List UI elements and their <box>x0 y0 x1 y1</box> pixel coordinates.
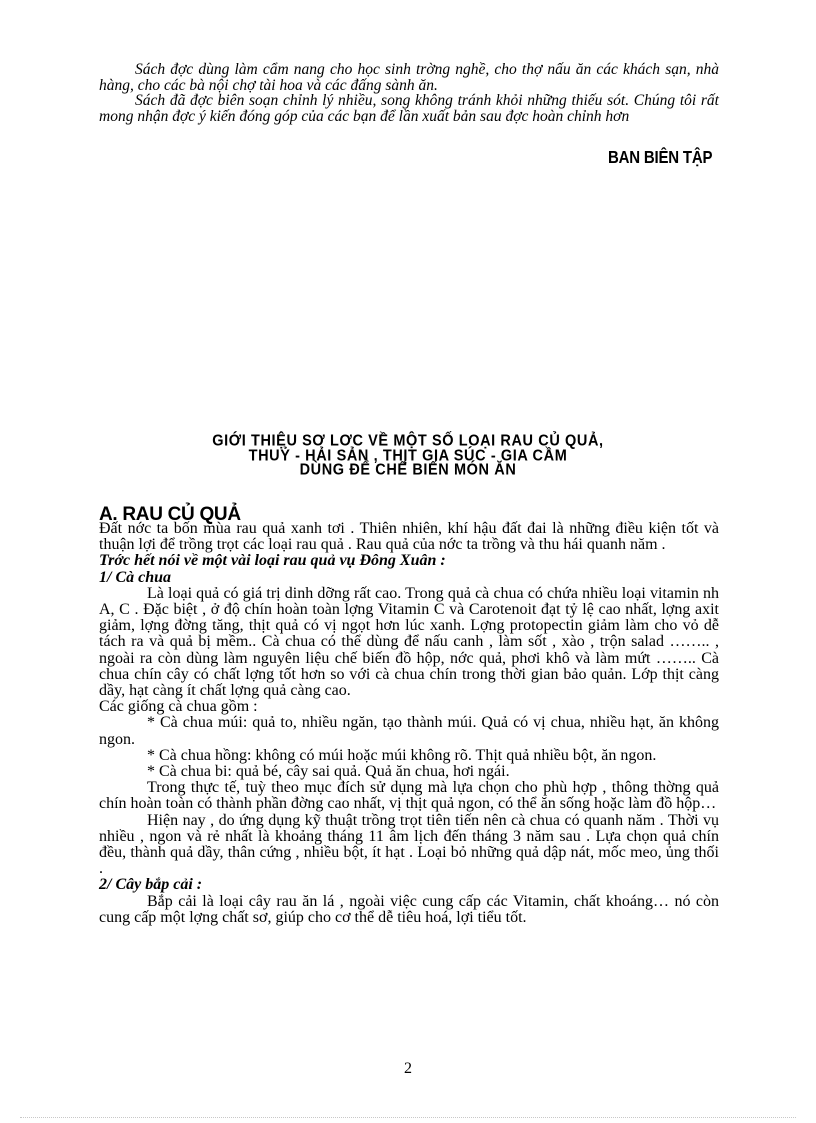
item-1-heading: 1/ Cà chua <box>99 568 172 586</box>
preface-block <box>99 62 719 124</box>
section-a-lead: Trớc hết nói về một vài loại rau quả vụ Đông Xuân : <box>99 552 446 570</box>
section-a-heading: A. RAU CỦ QUẢ <box>99 504 241 525</box>
page-number: 2 <box>404 1060 412 1077</box>
preface-signature: BAN BIÊN TẬP <box>608 148 713 168</box>
item-1-paragraph-1: Là loại quả có giá trị dinh dỡng rất cao. Trong quả cà chua có chứa nhiều loại vitamin nh A, C . Đặc biệt , ở độ chín hoàn toàn lợng Vitamin C và Carotenoit đạt tỷ lệ cao nhất, lợng axit giảm, lợng đờng tăng, thịt quả có vị ngọt hơn lúc xanh. Lợng protopectin giảm làm cho vỏ dễ tách ra và quả bị mềm.. Cà chua có thể dùng để nấu canh , làm sốt , xào , trộn salad …….. , ngoài ra còn dùng làm nguyên liệu chế biến đồ hộp, nớc quả, phơi khô và làm mứt …….. Cà chua chín cây có chất lợng tốt hơn so với cà chua chín trong thời gian bảo quản. Lớp thịt càng dầy, hạt càng ít chất lợng quả càng cao. <box>99 584 719 700</box>
section-a-body <box>99 521 719 926</box>
item-1-varieties-lead: Các giống cà chua gồm : <box>99 698 258 716</box>
preface-paragraph-2: Sách đã đợc biên soạn chỉnh lý nhiều, song không tránh khỏi những thiếu sót. Chúng tôi rất mong nhận đợc ý kiến đóng góp của các bạn để lần xuất bản sau đợc hoàn chỉnh hơn <box>99 92 719 125</box>
title-line-2: THUỶ - HẢI SẢN , THỊT GIA SÚC - GIA CẦM <box>248 447 568 465</box>
item-2-paragraph-1: Bắp cải là loại cây rau ăn lá , ngoài việc cung cấp các Vitamin, chất khoáng… nó còn cung cấp một lợng chất sơ, giúp cho cơ thể dễ tiêu hoá, lợi tiểu tốt. <box>99 892 719 926</box>
item-1-paragraph-3: Hiện nay , do ứng dụng kỹ thuật trồng trọt tiên tiến nên cà chua có quanh năm . Thời vụ nhiều , ngon và rẻ nhất là khoảng tháng 11 âm lịch đến tháng 3 năm sau . Lựa chọn quả chín đều, thành quả dầy, thân cứng , nhiều bột, ít hạt . Loại bỏ những quả dập nát, mốc meo, ủng thối . <box>99 811 719 878</box>
item-2-heading: 2/ Cây bắp cải : <box>99 876 203 894</box>
section-a-intro: Đất nớc ta bốn mùa rau quả xanh tơi . Thiên nhiên, khí hậu đất đai là những điều kiện tốt và thuận lợi để trồng trọt các loại rau quả . Rau quả của nớc ta trồng và thu hái quanh năm . <box>99 520 719 554</box>
item-1-variety-3: * Cà chua bi: quả bé, cây sai quả. Quả ăn chua, hơi ngái. <box>147 763 510 781</box>
item-1-variety-1: * Cà chua múi: quả to, nhiều ngăn, tạo thành múi. Quả có vị chua, nhiều hạt, ăn không ngon. <box>99 714 719 748</box>
title-line-1: GIỚI THIỆU SƠ LƠC VỀ MỘT SỐ LOẠI RAU CỦ QUẢ, <box>212 432 604 450</box>
item-1-paragraph-2: Trong thực tế, tuỳ theo mục đích sử dụng mà lựa chọn cho phù hợp , thông thờng quả chín hoàn toàn có thành phần đờng cao nhất, vị thịt quả ngon, có thể ăn sống hoặc làm đồ hộp… <box>99 779 719 813</box>
item-1-variety-2: * Cà chua hồng: không có múi hoặc múi không rõ. Thịt quả nhiều bột, ăn ngon. <box>147 746 657 764</box>
page-bottom-divider <box>20 1117 796 1118</box>
preface-paragraph-1: Sách đợc dùng làm cẩm nang cho học sinh trờng nghề, cho thợ nấu ăn các khách sạn, nhà hàng, cho các bà nội chợ tài hoa và các đấng sành ăn. <box>99 61 719 94</box>
title-line-3: DÙNG ĐỂ CHẾ BIẾN MÓN ĂN <box>299 461 517 479</box>
